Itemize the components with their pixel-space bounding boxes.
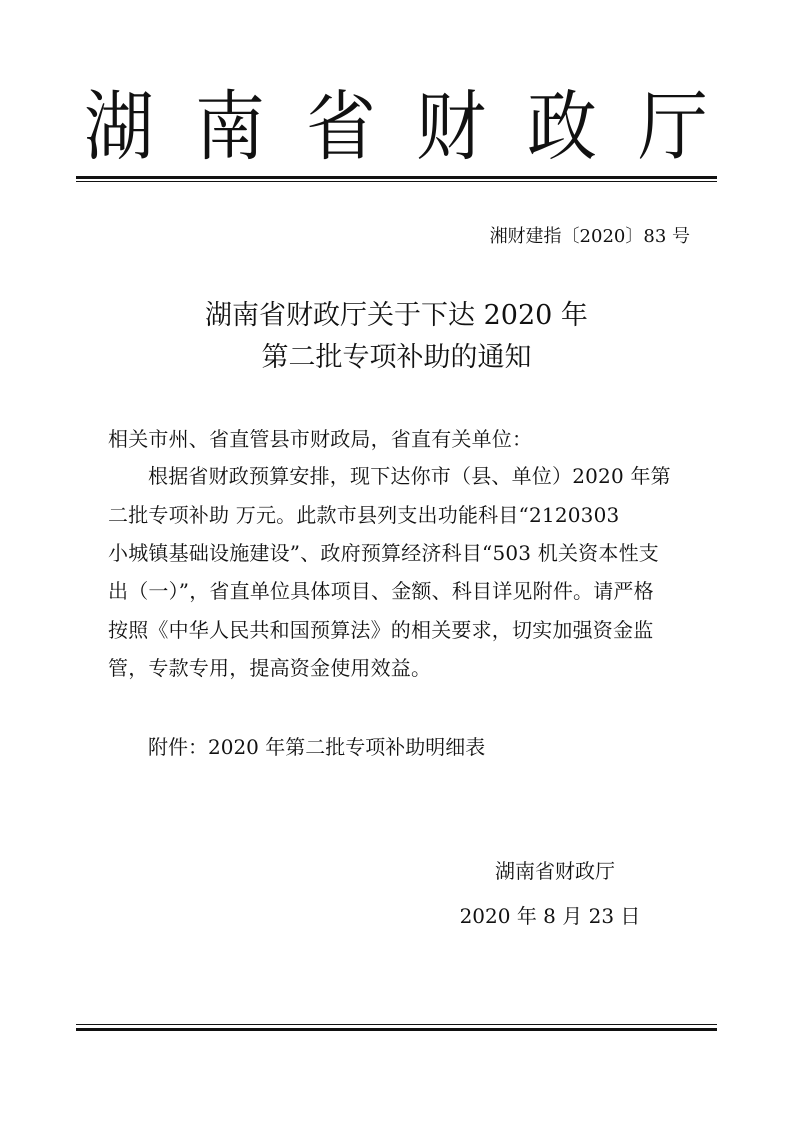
agency-header-char: 湖: [84, 82, 154, 171]
agency-header-char: 政: [527, 82, 598, 171]
issuing-agency-signature: 湖南省财政厅: [495, 859, 615, 883]
agency-header: [78, 82, 714, 172]
notice-paragraph-line: 小城镇基础设施建设”、政府预算经济科目“503 机关资本性支: [108, 541, 659, 565]
top-thin-divider: [76, 181, 717, 182]
agency-header-char: 财: [416, 82, 487, 171]
notice-paragraph-line: 出（一）”，省直单位具体项目、金额、科目详见附件。请严格: [108, 579, 654, 603]
salutation: 相关市州、省直管县市财政局，省直有关单位：: [108, 427, 533, 451]
notice-paragraph-line: 二批专项补助 万元。此款市县列支出功能科目“2120303: [108, 503, 620, 527]
document-number: 湘财建指〔2020〕83 号: [489, 226, 690, 247]
notice-title-line-1: 湖南省财政厅关于下达 2020 年: [205, 300, 588, 331]
agency-header-char: 厅: [638, 82, 708, 171]
bottom-thick-divider: [76, 1028, 717, 1031]
notice-paragraph-line: 按照《中华人民共和国预算法》的相关要求，切实加强资金监: [108, 618, 654, 642]
notice-paragraph-line: 根据省财政预算安排，现下达你市（县、单位）2020 年第: [148, 464, 671, 488]
top-thick-divider: [76, 176, 717, 179]
agency-header-char: 南: [194, 82, 265, 171]
bottom-thin-divider: [76, 1024, 717, 1025]
notice-paragraph-line: 管，专款专用，提高资金使用效益。: [108, 656, 432, 680]
notice-title-line-2: 第二批专项补助的通知: [261, 342, 532, 373]
agency-header-char: 省: [305, 82, 376, 171]
issue-date: 2020 年 8 月 23 日: [459, 904, 641, 928]
attachment-line: 附件：2020 年第二批专项补助明细表: [148, 735, 486, 759]
